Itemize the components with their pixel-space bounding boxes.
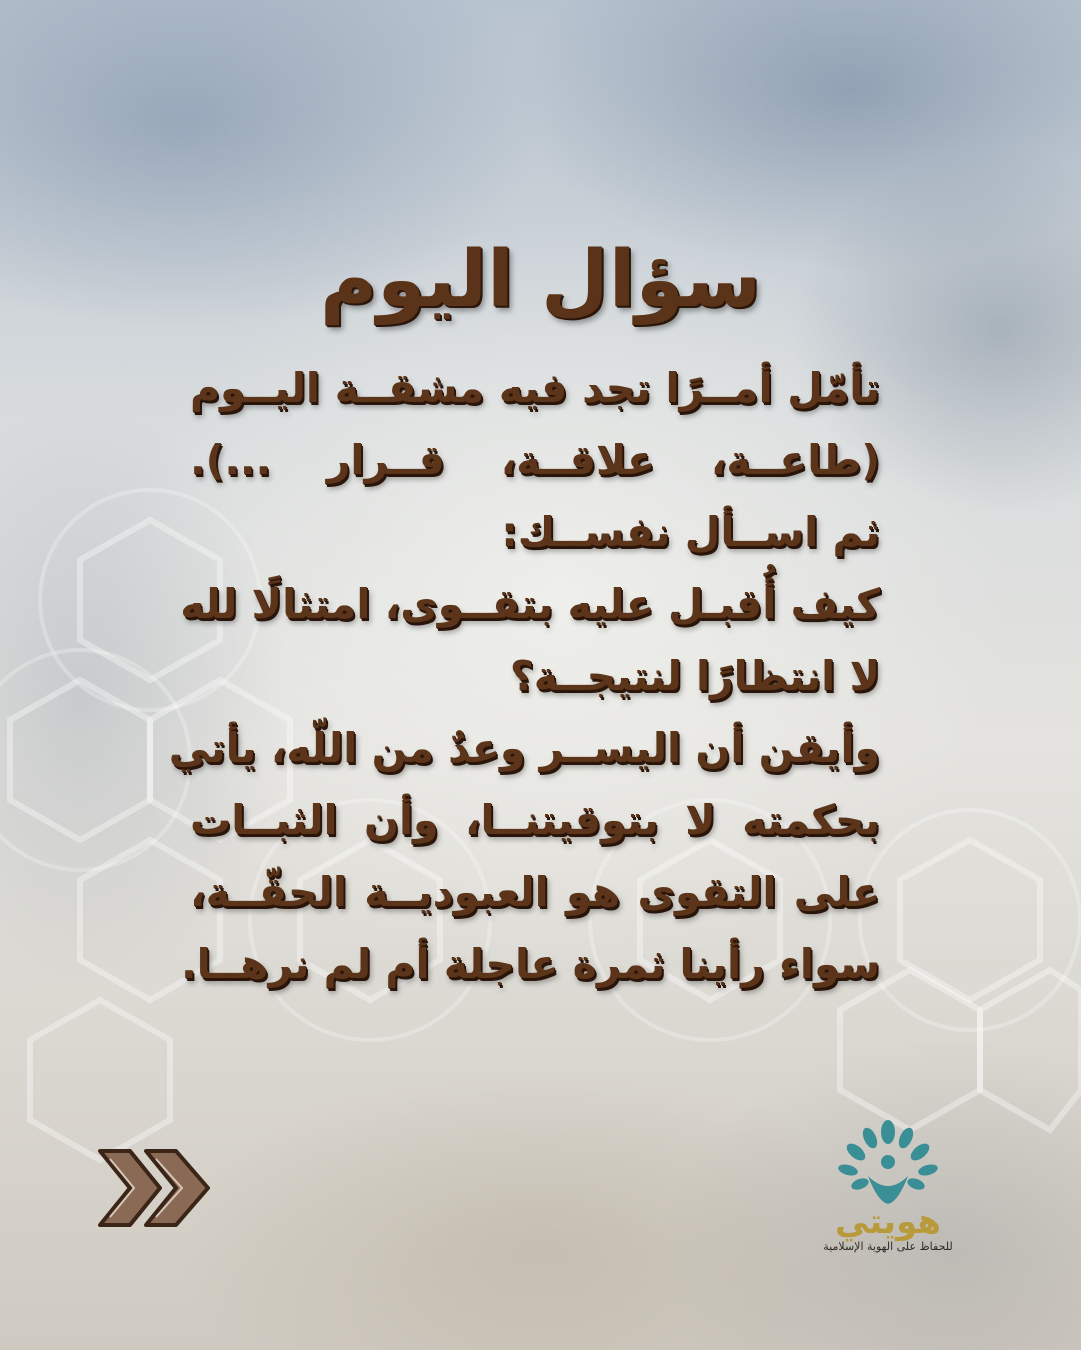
page-title: سؤال اليوم bbox=[319, 235, 762, 325]
text-line: لا انتظارًا لنتيجــة؟ bbox=[509, 652, 880, 700]
text-line: ثم اســأل نفســك: bbox=[501, 508, 880, 556]
text-line: تأمّل أمــرًا تجد فيه مشقــة اليــوم bbox=[190, 364, 880, 412]
tree-person-icon bbox=[798, 1118, 978, 1208]
text-line: وأيقن أن اليســر وعدٌ من اللّه، يأتي bbox=[168, 724, 880, 772]
double-chevron-right-icon[interactable] bbox=[96, 1145, 212, 1231]
text-line: سواء رأينا ثمرة عاجلة أم لم نرهــا. bbox=[181, 940, 880, 988]
logo-name: هويتي bbox=[835, 1202, 941, 1242]
text-line: كيف أُقبـل عليه بتقــوى، امتثالًا لله bbox=[180, 580, 880, 628]
logo bbox=[798, 1118, 978, 1258]
text-line: (طاعــة، علاقــة، قــرار ...). bbox=[190, 436, 880, 484]
logo-tagline: للحفاظ على الهوية الإسلامية bbox=[823, 1240, 953, 1253]
question-text bbox=[168, 352, 880, 1000]
text-line: بحكمته لا بتوقيتنــا، وأن الثبــات bbox=[190, 796, 880, 844]
text-line: على التقوى هو العبوديــة الحقّــة، bbox=[190, 868, 880, 916]
